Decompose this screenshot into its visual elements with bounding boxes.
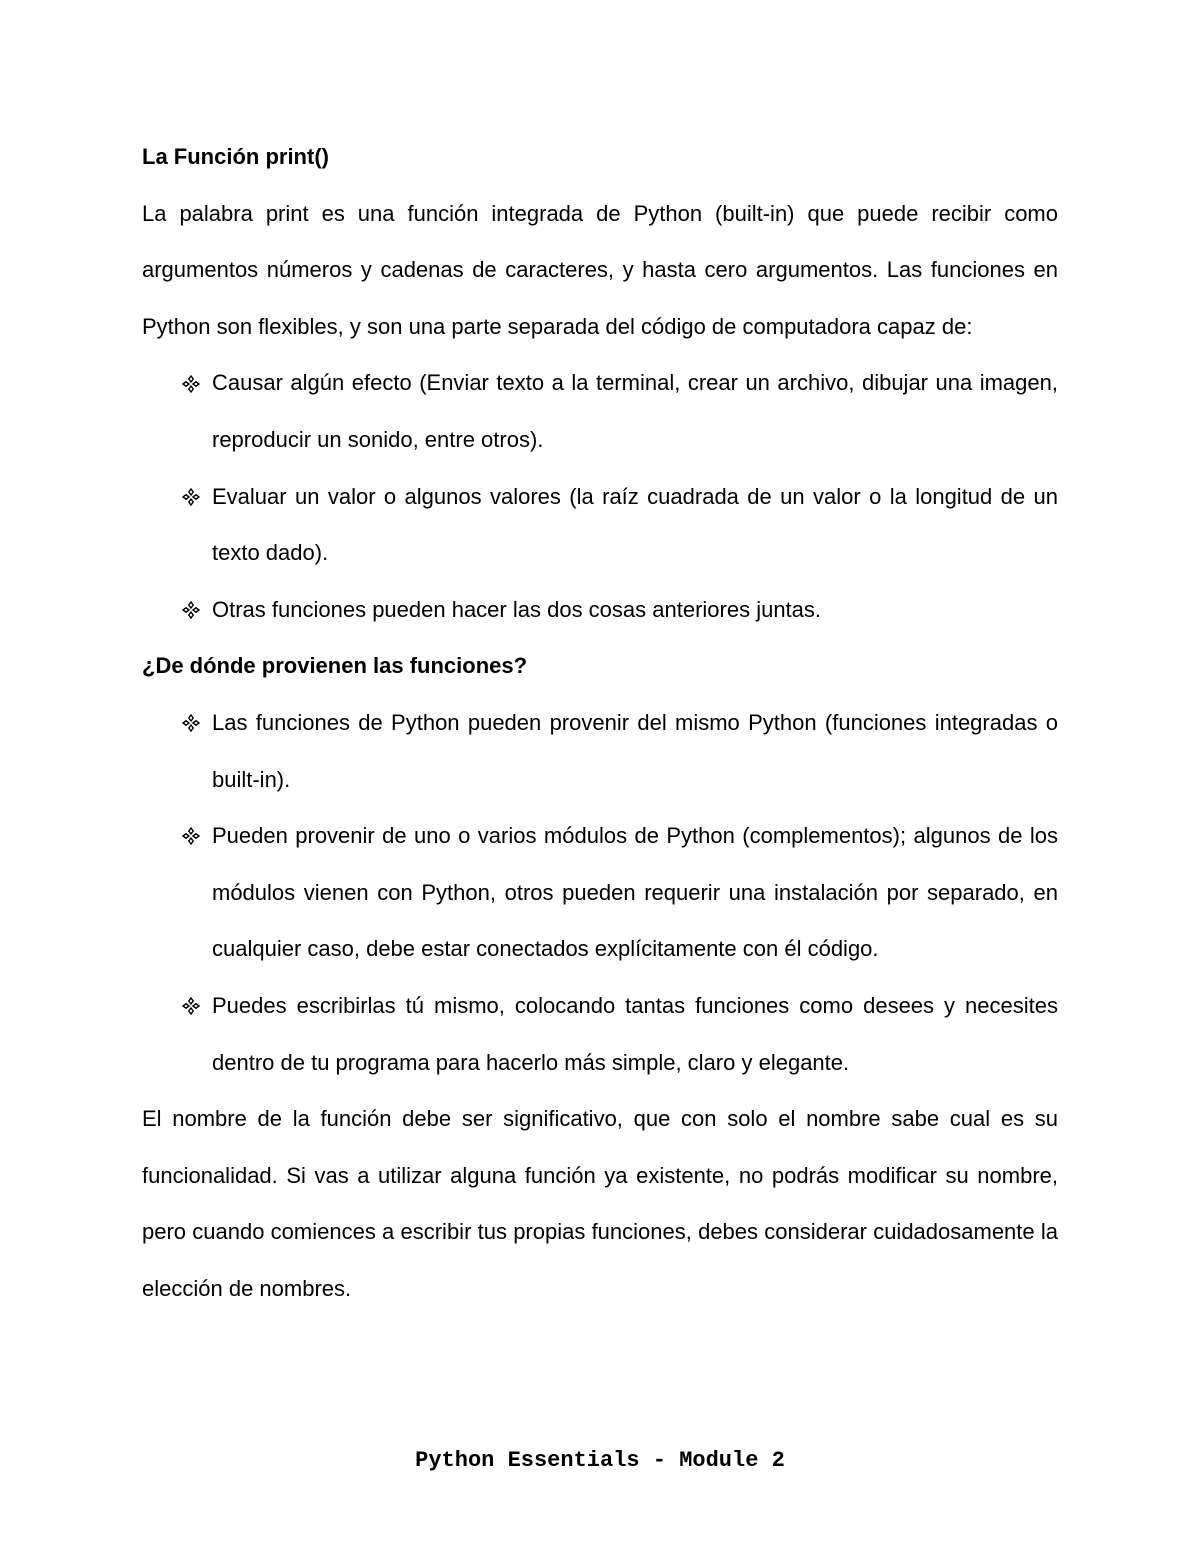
- list-item: [142, 978, 1058, 1091]
- four-diamond-bullet-icon: [180, 582, 202, 639]
- four-diamond-bullet-icon: [180, 808, 202, 865]
- section-title-function-origins: ¿De dónde provienen las funciones?: [142, 653, 528, 679]
- list-item: [142, 355, 1058, 468]
- closing-paragraph: El nombre de la función debe ser significativo, que con solo el nombre sabe cual es su funcionalidad. Si vas a utilizar alguna función ya existente, no podrás modificar su nombre, pero cuando comiences a escribir tus propias funciones, debes considerar cuidadosamente la elección de nombres.: [142, 1106, 1058, 1301]
- intro-paragraph: La palabra print es una función integrada de Python (built-in) que puede recibir como argumentos números y cadenas de caracteres, y hasta cero argumentos. Las funciones en Python son flexibles, y son una parte separada del código de computadora capaz de:: [142, 200, 1058, 339]
- four-diamond-bullet-icon: [180, 978, 202, 1035]
- list-item: [142, 695, 1058, 808]
- list-item: [142, 582, 1058, 639]
- four-diamond-bullet-icon: [180, 355, 202, 412]
- list-item-text: Pueden provenir de uno o varios módulos de Python (complementos); algunos de los módulos vienen con Python, otros pueden requerir una instalación por separado, en cualquier caso, debe estar conectados explícitamente con él código.: [212, 823, 1058, 962]
- four-diamond-bullet-icon: [180, 469, 202, 526]
- list-item: [142, 808, 1058, 978]
- section-title-print-function: La Función print(): [142, 144, 329, 169]
- list-item-text: Otras funciones pueden hacer las dos cosas anteriores juntas.: [212, 596, 822, 622]
- list-item-text: Evaluar un valor o algunos valores (la raíz cuadrada de un valor o la longitud de un texto dado).: [212, 483, 1058, 566]
- list-item-text: Causar algún efecto (Enviar texto a la terminal, crear un archivo, dibujar una imagen, reproducir un sonido, entre otros).: [212, 370, 1058, 452]
- page-footer: Python Essentials - Module 2: [415, 1448, 785, 1473]
- list-item-text: Las funciones de Python pueden provenir del mismo Python (funciones integradas o built-in).: [212, 709, 1058, 792]
- document-body: [142, 129, 1058, 1317]
- function-origins-list: [142, 695, 1058, 1091]
- list-item: [142, 469, 1058, 582]
- four-diamond-bullet-icon: [180, 695, 202, 752]
- print-capabilities-list: [142, 355, 1058, 638]
- list-item-text: Puedes escribirlas tú mismo, colocando tantas funciones como desees y necesites dentro de tu programa para hacerlo más simple, claro y elegante.: [212, 992, 1058, 1075]
